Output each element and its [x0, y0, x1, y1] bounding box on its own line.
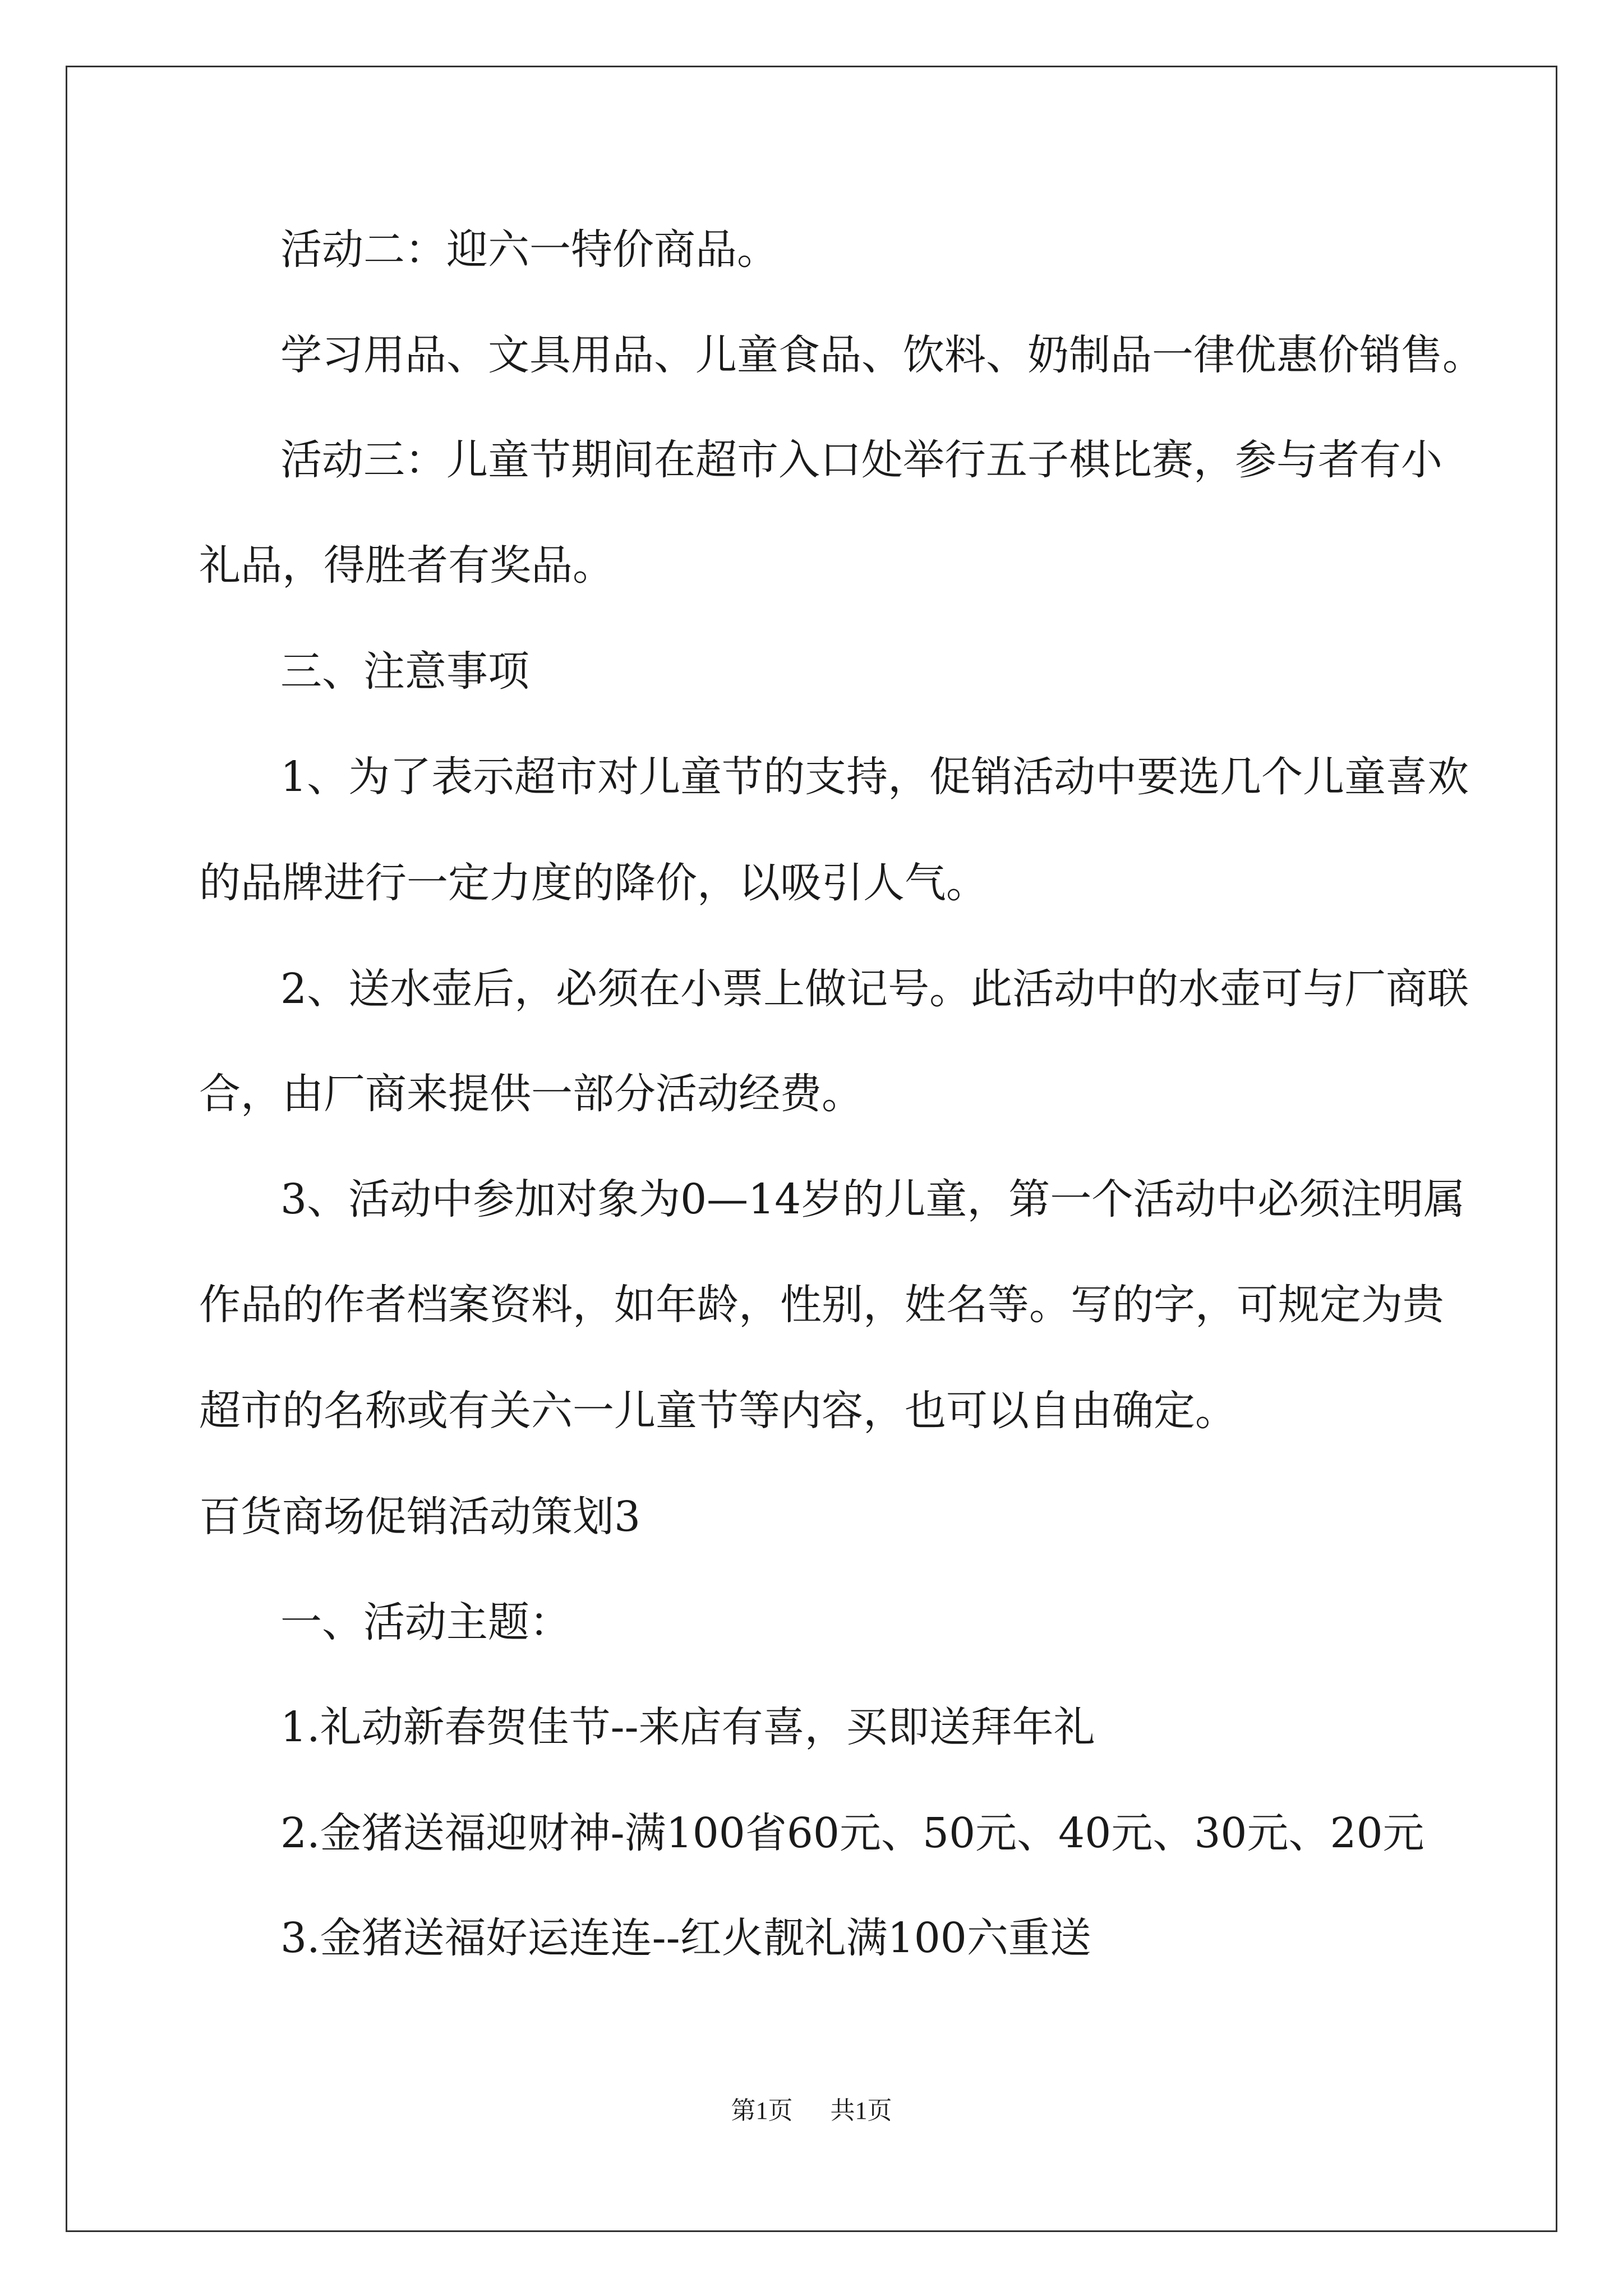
body-line: 活动二：迎六一特价商品。 — [280, 226, 778, 274]
body-line: 学习用品、文具用品、儿童食品、饮料、奶制品一律优惠价销售。 — [280, 331, 1484, 379]
body-line: 作品的作者档案资料，如年龄，性别，姓名等。写的字，可规定为贵 — [199, 1281, 1444, 1329]
body-line: 合，由厂商来提供一部分活动经费。 — [199, 1070, 863, 1118]
page-footer — [0, 2090, 1623, 2126]
body-line: 1、为了表示超市对儿童节的支持，促销活动中要选几个儿童喜欢 — [280, 753, 1469, 801]
body-line: 2、送水壶后，必须在小票上做记号。此活动中的水壶可与厂商联 — [280, 965, 1469, 1013]
page-border — [66, 66, 1557, 2232]
list-item: 1.礼动新春贺佳节--来店有喜，买即送拜年礼 — [280, 1703, 1095, 1751]
list-item: 2.金猪送福迎财神-满100省60元、50元、40元、30元、20元 — [280, 1809, 1424, 1857]
page-total: 共1页 — [830, 2097, 892, 2124]
body-line: 3、活动中参加对象为0—14岁的儿童，第一个活动中必须注明属 — [280, 1175, 1465, 1223]
page-number: 第1页 — [731, 2097, 793, 2124]
document-title: 百货商场促销活动策划3 — [199, 1493, 641, 1541]
list-item: 3.金猪送福好运连连--红火靓礼满100六重送 — [280, 1914, 1091, 1962]
body-line: 活动三：儿童节期间在超市入口处举行五子棋比赛，参与者有小 — [280, 436, 1442, 484]
body-line: 礼品，得胜者有奖品。 — [199, 541, 614, 590]
section-heading: 一、活动主题： — [280, 1598, 571, 1646]
body-line: 超市的名称或有关六一儿童节等内容，也可以自由确定。 — [199, 1387, 1237, 1435]
body-line: 的品牌进行一定力度的降价，以吸引人气。 — [199, 859, 988, 907]
section-heading: 三、注意事项 — [280, 647, 529, 696]
